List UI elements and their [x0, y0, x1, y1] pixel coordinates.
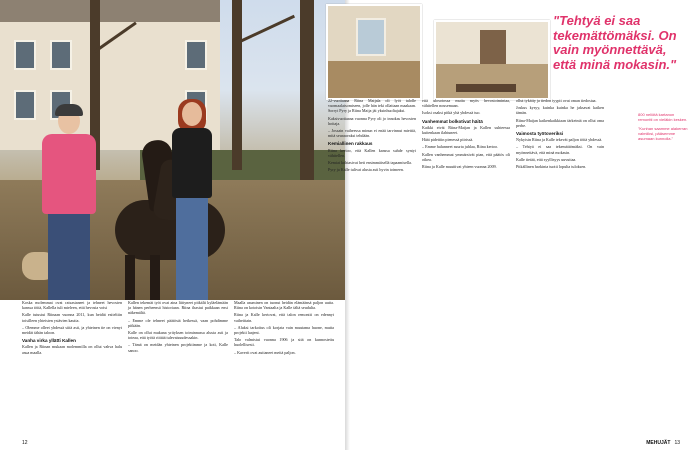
- paragraph: – Tehtyä ei saa tekemättömäksi. On vain myönnettävä, että minä mokasin.: [516, 144, 604, 155]
- caption: "Kunhan saamme alakerran valmiiksi, pääsemme asumaan kunnolla.": [638, 126, 688, 141]
- paragraph: – Emme halunneet suurta juhlaa, Riina kertoo.: [422, 144, 499, 150]
- paragraph: ollut tykätty ja tiedon tyypit ovat oman tiedostaa.: [516, 98, 597, 103]
- caption: 800 neliötä kartanon remontti on vieläkin kesken.: [638, 112, 688, 122]
- text-column: [234, 300, 334, 357]
- paragraph: Kemiat kohtasivat heti ensimmäisellä tapaamisella.: [328, 160, 413, 166]
- paragraph: – Emme ole tehneet päätöstä hetkessä, vaan pohdimme pitkään.: [128, 317, 228, 328]
- paragraph: että ulosotossa mutta myös hevostoimintaa, vähitellen nousemaan.: [422, 98, 510, 109]
- left-text-columns: [22, 300, 338, 440]
- house-window: [14, 90, 36, 120]
- page-number: 13: [674, 440, 680, 446]
- interior-room-photo: [326, 4, 422, 100]
- paragraph: Kalle tutustui Riinaan vuonna 2011, kun heidät esiteltiin toisilleen yhteisten ystävien kautta.: [22, 312, 122, 323]
- paragraph: Talo valmistui vuonna 1906 ja sitä on kunnostettu huolellisesti.: [234, 337, 334, 348]
- paragraph: Riina ja Kalle kertovat, että talon remontti on edennyt vaiheittain.: [234, 312, 334, 323]
- paragraph: Häät pidettiin pienessä piirissä.: [422, 137, 474, 143]
- paragraph: Nykyisin Riina ja Kalle tekevät paljon töitä yhdessä.: [516, 137, 603, 143]
- paragraph: Riina kertoo, että Kallen kanssa suhde syntyi vähitellen.: [328, 147, 416, 158]
- paragraph: – Tämä on meidän yhteinen projektimme ja koti, Kalle sanoo.: [128, 342, 228, 353]
- folio: [646, 440, 680, 446]
- bare-tree: [300, 0, 314, 180]
- paragraph: Maalla asuminen on tuonut heidän elämäänsä paljon uutta. Riina on kotoisin Vantaalta ja Kalle tältä seudulta.: [234, 300, 334, 311]
- paragraph: Pyry ja Kalle tulivat alusta asti hyvin toimeen.: [328, 167, 404, 173]
- paragraph: Riina-Maijan kaikenkaikkiaan tärkeintä on ollut oma perhe.: [516, 117, 604, 128]
- photo-couple-with-horse: [0, 0, 345, 300]
- paragraph: Riina ja Kalle muuttivat yhteen vuonna 2009.: [422, 164, 497, 170]
- paragraph: 22-vuotiaana Riina Maijala oli lyöt talolle vuomaalaisomiseen, jolle hän teki ollattaan maakaan. Sorryt Pyry ja Riina Maija jäi yksinhuoltajaksi.: [328, 98, 416, 114]
- house-window: [185, 40, 207, 70]
- bare-tree: [232, 0, 242, 170]
- text-column: [22, 300, 122, 357]
- paragraph: Kalle tietää, että syyllisyys uuvuttaa.: [516, 156, 577, 162]
- right-page: [328, 0, 696, 450]
- text-column: [328, 98, 416, 174]
- paragraph: Kaikki eivät Riina-Maijan ja Kallen suhteessa kuitenkaan ilahtuneet.: [422, 124, 510, 136]
- house-window: [50, 40, 72, 70]
- subheading: Vaimosta työtoveriksi: [516, 131, 564, 137]
- left-page: [0, 0, 345, 450]
- paragraph: Kallen tekemät työt ovat aina liittyneet pitkälti kyläelämään ja hänen perheensä historiaan. Riina ihastui paikkaan ensi näkemältä.: [128, 300, 228, 316]
- page-number: 12: [22, 440, 28, 446]
- text-column: [516, 98, 604, 171]
- paragraph: Kallen ja Riinan mukaan molemmilla on ollut vahva halu asua maalla.: [22, 344, 122, 355]
- woman-with-red-hair: [170, 102, 214, 300]
- pull-quote: "Tehtyä ei saa tekemättömäksi. On vain myönnettävä, että minä mokasin.": [553, 13, 677, 72]
- paragraph: Pitkällinen harkinta tuotti lopulta tuloksen.: [516, 164, 587, 170]
- paragraph: – Kaverit ovat auttaneet meitä paljon.: [234, 349, 296, 355]
- paragraph: Kalle on ollut mukana yrityksen toiminnassa alusta asti ja toteaa, että työtä riittää tulevaisuudessakin.: [128, 330, 228, 341]
- house-window: [14, 40, 36, 70]
- paragraph: – Jossain vaiheessa minun ei enää tarvinnut miettiä, mitä seuraavaksi tehdään.: [328, 128, 416, 139]
- man-in-pink-shirt: [40, 108, 98, 300]
- paragraph: – Olemme olleet yhdessä siitä asti, ja yhteinen tie on vienyt meidät tähän taloon.: [22, 324, 122, 336]
- text-column: [128, 300, 228, 355]
- subheading: Vanha virka yllätti Kallen: [22, 338, 76, 344]
- paragraph: Joskus kysyy, kuinka kuinka he jaksavat kaiken tämän.: [516, 105, 604, 116]
- paragraph: Koska molemmat ovat ratsastaneet ja tehneet hevosten kanssa töitä, Kallella tuli mieleen, että hevosia voisi: [22, 300, 122, 311]
- paragraph: Kallen vanhemmat ymmärsivät pian, että päätös oli oikea.: [422, 151, 510, 162]
- subheading: Kemiallinen rakkaus: [328, 141, 373, 147]
- magazine-name: MEHUJÄT: [646, 440, 671, 446]
- text-column: [422, 98, 510, 171]
- paragraph: – Aluksi tarkoitus oli korjata vain muutama huone, mutta projekti laajeni.: [234, 324, 334, 336]
- paragraph: Isoksi osaksi pitkä yhä yhdessä tuo.: [422, 110, 481, 116]
- paragraph: Kaksivuotiaana vuonna Pyry oli jo innokas hevosten hoitaja.: [328, 115, 416, 126]
- interior-hall-photo: [434, 20, 550, 100]
- subheading: Vanhemmat bolkotivat häitä: [422, 118, 483, 124]
- photo-caption-sidebar: [638, 112, 688, 145]
- right-text-columns: [328, 98, 608, 438]
